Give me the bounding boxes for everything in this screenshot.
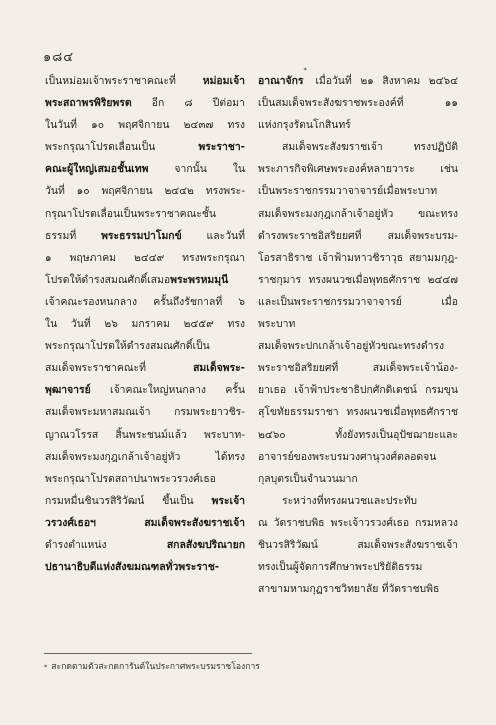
footnote-mark: * (44, 663, 48, 671)
left-column-line (45, 114, 245, 136)
bold-text: อาณาจักร (258, 75, 304, 87)
bold-text: พระสถาพรพิริยพรต (45, 97, 132, 110)
text-run: อาจารย์ของพระบรมวงศานุวงศ์ตลอดจน (258, 450, 437, 463)
bold-text: พระธรรมปาโมกข์ (101, 229, 182, 242)
bold-text: หม่อมเจ้า (202, 75, 245, 87)
right-column-line (258, 136, 458, 158)
text-run: จากนั้น ใน (148, 163, 245, 176)
text-run: พระกรุณาโปรดเลื่อนเป็น (45, 141, 199, 154)
left-column-line (45, 313, 245, 335)
left-column-line (45, 203, 245, 225)
footnote-reference: * (303, 66, 307, 74)
left-column-line (45, 490, 245, 512)
bold-text: ปธานาธิบดีแห่งสังฆมณฑลทั่วพระราช- (45, 561, 220, 574)
right-column-line (258, 401, 458, 423)
right-column-line (258, 66, 458, 92)
left-column-line (45, 424, 245, 446)
left-column-line (45, 291, 245, 313)
text-run: สมเด็จพระราชาคณะที่ (45, 362, 194, 375)
right-column-line (258, 556, 458, 578)
right-column-line (258, 512, 458, 534)
right-column-line (258, 269, 458, 291)
right-column-line (258, 114, 458, 136)
text-run: ณ วัดราชบพิธ พระเจ้าวรวงศ์เธอ กรมหลวง (258, 516, 458, 529)
right-column-line (258, 158, 458, 180)
bold-text: พุฒาจารย์ (45, 384, 91, 397)
right-column-line (258, 291, 458, 335)
text-run: พระราชอิสริยยศที่ สมเด็จพระเจ้าน้อง- (258, 362, 458, 375)
text-run: ดำรงตำแหน่ง (45, 538, 167, 551)
right-column-line (258, 247, 458, 269)
text-run: อีก ๘ ปีต่อมา (131, 97, 245, 110)
text-run: ๑ พฤษภาคม ๒๔๔๙ ทรงพระกรุณา (45, 251, 245, 264)
text-run: แห่งกรุงรัตนโกสินทร์ (258, 119, 351, 132)
text-run: เป็นสมเด็จพระสังฆราชพระองค์ที่ ๑๑ (258, 97, 458, 110)
left-column-line (45, 401, 245, 423)
bold-text: พระเจ้า (211, 494, 245, 507)
right-column-line (258, 490, 458, 512)
right-column-line (258, 468, 458, 490)
right-column-line (258, 357, 458, 379)
text-run: ยาเธอ เจ้าฟ้าประชาธิปกศักดิเดชน์ กรมขุน (258, 384, 458, 397)
right-column-line (258, 335, 458, 357)
text-run: เป็นหม่อมเจ้าพระราชาคณะที่ (45, 75, 203, 87)
text-run: สุโขทัยธรรมราชา ทรงผนวชเมื่อพุทธศักราช (258, 406, 458, 419)
page-number: ๑๘๔ (43, 50, 75, 65)
text-run: ใน วันที่ ๒๖ มกราคม ๒๔๕๙ ทรง (45, 318, 245, 331)
right-column-line (258, 424, 458, 446)
left-column-line (45, 70, 245, 92)
bold-text: พระพรหมมุนี (170, 273, 229, 286)
left-column-line (45, 357, 245, 379)
text-run: ทรงเป็นผู้จัดการศึกษาพระปริยัติธรรม (258, 561, 423, 574)
right-column-line (258, 225, 458, 247)
text-run: โอรสาธิราช เจ้าฟ้ามหาวชิราวุธ สยามมกุฎ- (258, 251, 458, 264)
text-run: ๒๔๖๐ ทั้งยังทรงเป็นอุปัชฌายะและ (258, 428, 458, 441)
left-column (45, 70, 245, 578)
right-column-line (258, 379, 458, 401)
text-run: เมื่อวันที่ ๒๑ สิงหาคม ๒๔๖๔ (306, 75, 458, 87)
text-run: และวันที่ (181, 229, 245, 242)
right-column-line (258, 180, 458, 202)
text-run: สมเด็จพระมงกุฎเกล้าเจ้าอยู่หัว ได้ทรง (45, 450, 245, 463)
left-column-line (45, 92, 245, 114)
left-column-line (45, 534, 245, 556)
text-run: เจ้าคณะรองหนกลาง ครั้นถึงรัชกาลที่ ๖ (45, 295, 245, 308)
bold-text: พระราชา- (198, 141, 245, 154)
right-column-line (258, 92, 458, 114)
footnote-divider (44, 653, 252, 654)
left-column-line (45, 379, 245, 401)
text-run: พระภารกิจพิเศษพระองค์หลายวาระ เช่น (258, 163, 458, 176)
right-column (258, 66, 458, 600)
left-column-line (45, 136, 245, 158)
text-run: กรุณาโปรดเลื่อนเป็นพระราชาคณะชั้น (45, 207, 217, 220)
right-column-line (258, 203, 458, 225)
left-column-line (45, 180, 245, 202)
left-column-line (45, 335, 245, 357)
text-run: เจ้าคณะใหญ่หนกลาง ครั้น (90, 384, 245, 397)
left-column-line (45, 512, 245, 534)
text-run: ดำรงพระราชอิสริยยศที่ สมเด็จพระบรม- (258, 229, 458, 242)
text-run: สมเด็จพระมงกุฎเกล้าเจ้าอยู่หัว ขณะทรง (258, 207, 458, 220)
bold-text: สกลสังฆปริณายก (166, 538, 245, 551)
bold-text: คณะผู้ใหญ่เสมอชั้นเทพ (45, 163, 149, 176)
left-column-line (45, 158, 245, 180)
text-run: สมเด็จพระมหาสมณเจ้า กรมพระยาวชิร- (45, 406, 245, 419)
left-column-line (45, 247, 245, 269)
text-run: ระหว่างที่ทรงผนวชและประทับ (282, 494, 418, 507)
text-run: พระกรุณาโปรดสถาปนาพระวรวงศ์เธอ (45, 472, 216, 485)
right-column-line (258, 534, 458, 556)
text-run: ญาณวโรรส สิ้นพระชนม์แล้ว พระบาท- (45, 428, 245, 441)
left-column-line (45, 468, 245, 490)
text-run: ธรรมที่ (45, 229, 102, 242)
text-run: ชินวรสิริวัฒน์ สมเด็จพระสังฆราชเจ้า (258, 538, 458, 551)
bold-text: วรวงศ์เธอฯ สมเด็จพระสังฆราชเจ้า (45, 516, 245, 529)
left-column-line (45, 225, 245, 247)
left-column-line (45, 269, 245, 291)
text-run: ในวันที่ ๑๐ พฤศจิกายน ๒๔๓๗ ทรง (45, 119, 245, 132)
text-run: ราชกุมาร ทรงผนวชเมื่อพุทธศักราช ๒๔๔๗ (258, 273, 458, 286)
text-run: สาขามหามกุฏราชวิทยาลัย ที่วัดราชบพิธ (258, 583, 440, 596)
text-run: กรมหมื่นชินวรสิริวัฒน์ ขึ้นเป็น (45, 494, 212, 507)
right-column-line (258, 578, 458, 600)
text-run: กุลบุตรเป็นจำนวนมาก (258, 472, 358, 485)
text-run: สมเด็จพระสังฆราชเจ้า ทรงปฏิบัติ (282, 141, 458, 154)
text-run: สมเด็จพระปกเกล้าเจ้าอยู่หัวขณะทรงดำรง (258, 340, 445, 353)
footnote-text: สะกดตามตัวสะกดการันต์ในประกาศพระบรมราชโองการ (51, 662, 260, 672)
text-run: พระกรุณาโปรดให้ดำรงสมณศักดิ์เป็น (45, 340, 210, 353)
right-column-line (258, 446, 458, 468)
left-column-line (45, 556, 245, 578)
left-column-line (45, 446, 245, 468)
text-run: และเป็นพระราชกรรมวาจาจารย์ เมื่อพระบาท (258, 295, 458, 331)
text-run: วันที่ ๑๐ พฤศจิกายน ๒๔๔๒ ทรงพระ- (45, 185, 245, 198)
footnote (44, 660, 452, 674)
text-run: เป็นพระราชกรรมวาจาจารย์เมื่อพระบาท (258, 185, 438, 198)
bold-text: สมเด็จพระ- (193, 362, 245, 375)
text-run: โปรดให้ดำรงสมณศักดิ์เสมอ (45, 273, 171, 286)
